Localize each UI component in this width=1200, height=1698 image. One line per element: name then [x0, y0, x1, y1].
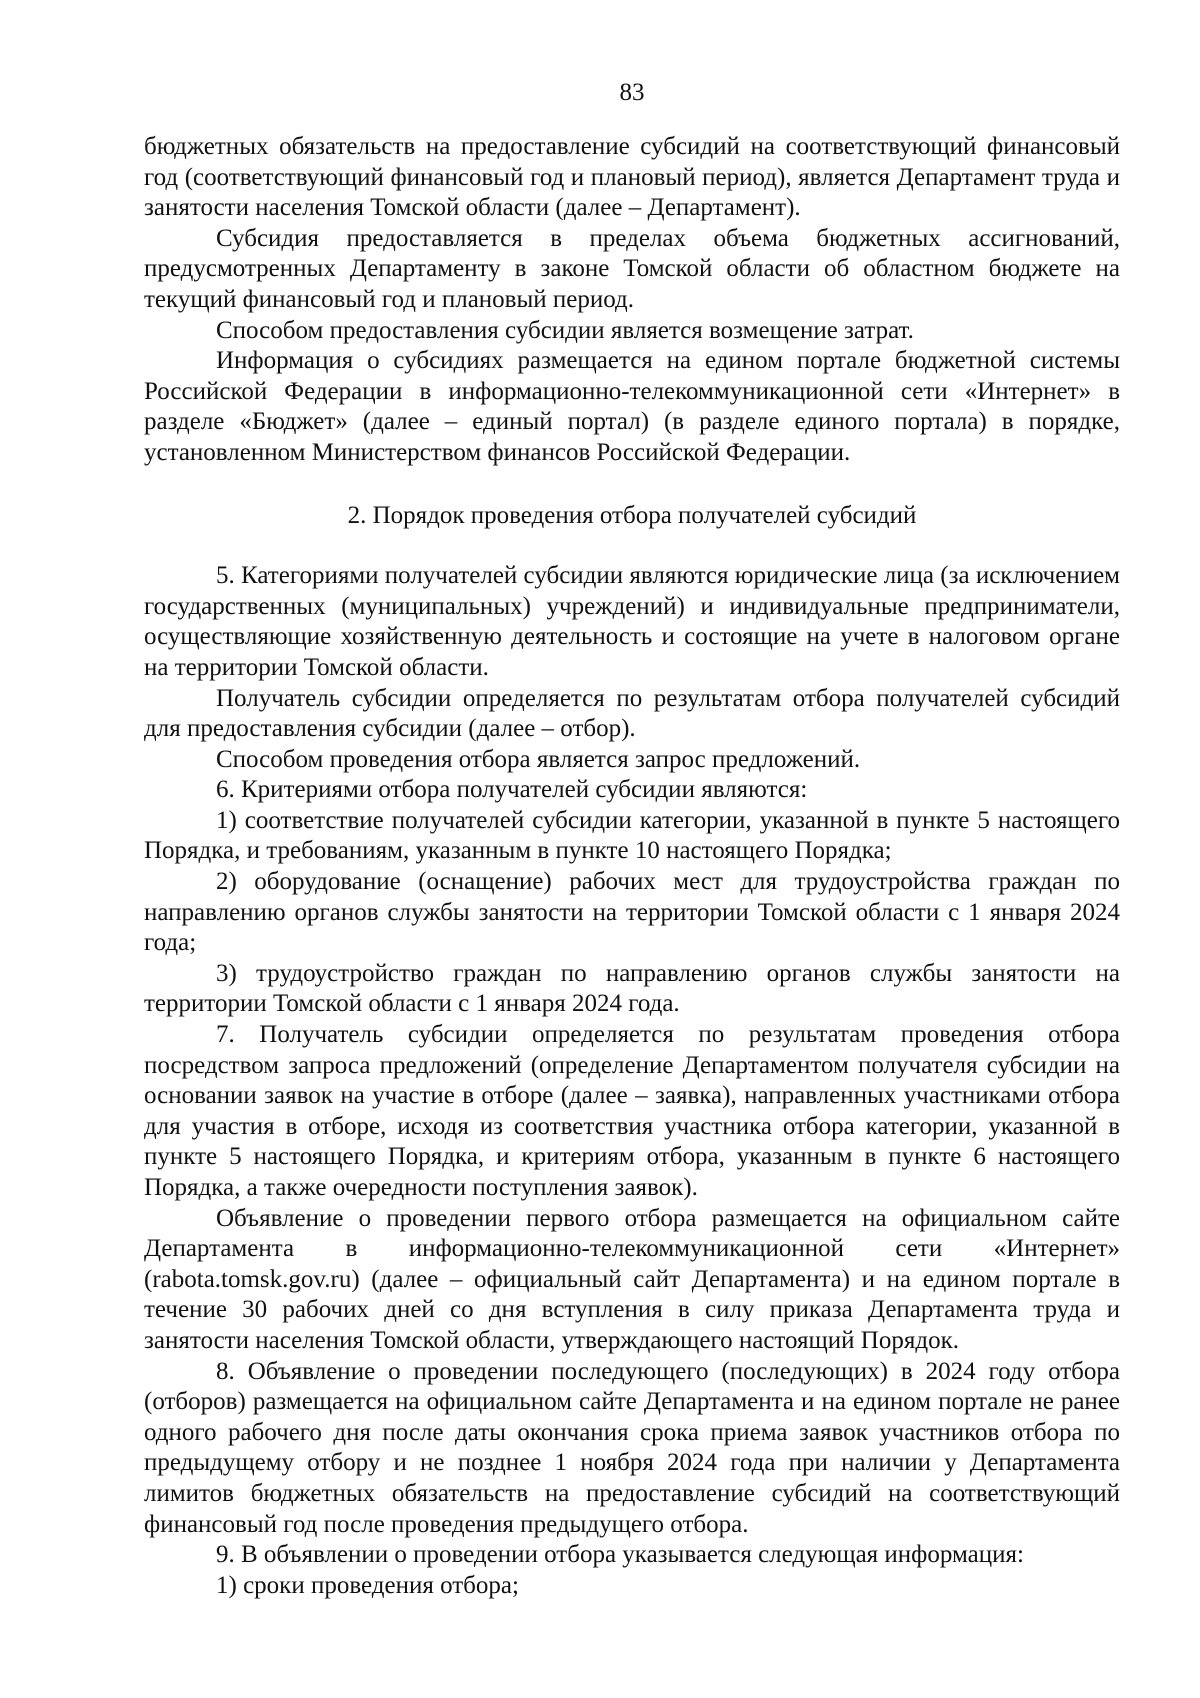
paragraph: Способом предоставления субсидии является возмещение затрат. — [216, 316, 914, 344]
paragraph: Получатель субсидии определяется по результатам отбора получателей субсидий для предоставления субсидии (далее – отбор). — [144, 684, 1120, 743]
paragraph: Способом проведения отбора является запрос предложений. — [216, 745, 861, 773]
section-2 — [144, 561, 1120, 1601]
page-number: 83 — [619, 79, 645, 106]
paragraph: 9. В объявлении о проведении отбора указывается следующая информация: — [216, 1541, 1024, 1569]
paragraph: Информация о субсидиях размещается на едином портале бюджетной системы Российской Федерации в информационно-телекоммуникационной сети «Интернет» в разделе «Бюджет» (далее – единый портал) (в разделе единого портала) в порядке, установленном Министерством финансов Российской Федерации. — [144, 347, 1120, 466]
paragraph: 3) трудоустройство граждан по направлению органов службы занятости на территории Томской области с 1 января 2024 года. — [144, 959, 1120, 1018]
paragraph: 1) сроки проведения отбора; — [216, 1571, 519, 1599]
paragraph: бюджетных обязательств на предоставление субсидий на соответствующий финансовый год (соответствующий финансовый год и плановый период), является Департамент труда и занятости населения Томской области (далее – Департамент). — [144, 133, 1120, 222]
section-1 — [144, 132, 1120, 469]
paragraph: 6. Критериями отбора получателей субсидии являются: — [216, 776, 808, 804]
paragraph: 2) оборудование (оснащение) рабочих мест для трудоустройства граждан по направлению органов службы занятости на территории Томской области с 1 января 2024 года; — [144, 868, 1120, 957]
paragraph: 8. Объявление о проведении последующего (последующих) в 2024 году отбора (отборов) размещается на официальном сайте Департамента и на едином портале не ранее одного рабочего дня после даты окончания срока приема заявок участников отбора по предыдущему отбору и не позднее 1 ноября 2024 года при наличии у Департамента лимитов бюджетных обязательств на предоставление субсидий на соответствующий финансовый год после проведения предыдущего отбора. — [144, 1357, 1120, 1538]
section-heading: 2. Порядок проведения отбора получателей субсидий — [347, 501, 917, 529]
paragraph: 7. Получатель субсидии определяется по результатам проведения отбора посредством запроса предложений (определение Департаментом получателя субсидии на основании заявок на участие в отборе (далее – заявка), направленных участниками отбора для участия в отборе, исходя из соответствия участника отбора категории, указанной в пункте 5 настоящего Порядка, и критериям отбора, указанным в пункте 6 настоящего Порядка, а также очередности поступления заявок). — [144, 1021, 1120, 1201]
paragraph: Субсидия предоставляется в пределах объема бюджетных ассигнований, предусмотренных Департаменту в законе Томской области об областном бюджете на текущий финансовый год и плановый период. — [144, 224, 1120, 313]
paragraph: 5. Категориями получателей субсидии являются юридические лица (за исключением государственных (муниципальных) учреждений) и индивидуальные предприниматели, осуществляющие хозяйственную деятельность и состоящие на учете в налоговом органе на территории Томской области. — [144, 562, 1120, 681]
paragraph: 1) соответствие получателей субсидии категории, указанной в пункте 5 настоящего Порядка, и требованиям, указанным в пункте 10 настоящего Порядка; — [144, 806, 1120, 865]
document-body — [144, 132, 1120, 1601]
paragraph: Объявление о проведении первого отбора размещается на официальном сайте Департамента в информационно-телекоммуникационной сети «Интернет» (rabota.tomsk.gov.ru) (далее – официальный сайт Департамента) и на едином портале в течение 30 рабочих дней со дня вступления в силу приказа Департамента труда и занятости населения Томской области, утверждающего настоящий Порядок. — [144, 1204, 1120, 1354]
